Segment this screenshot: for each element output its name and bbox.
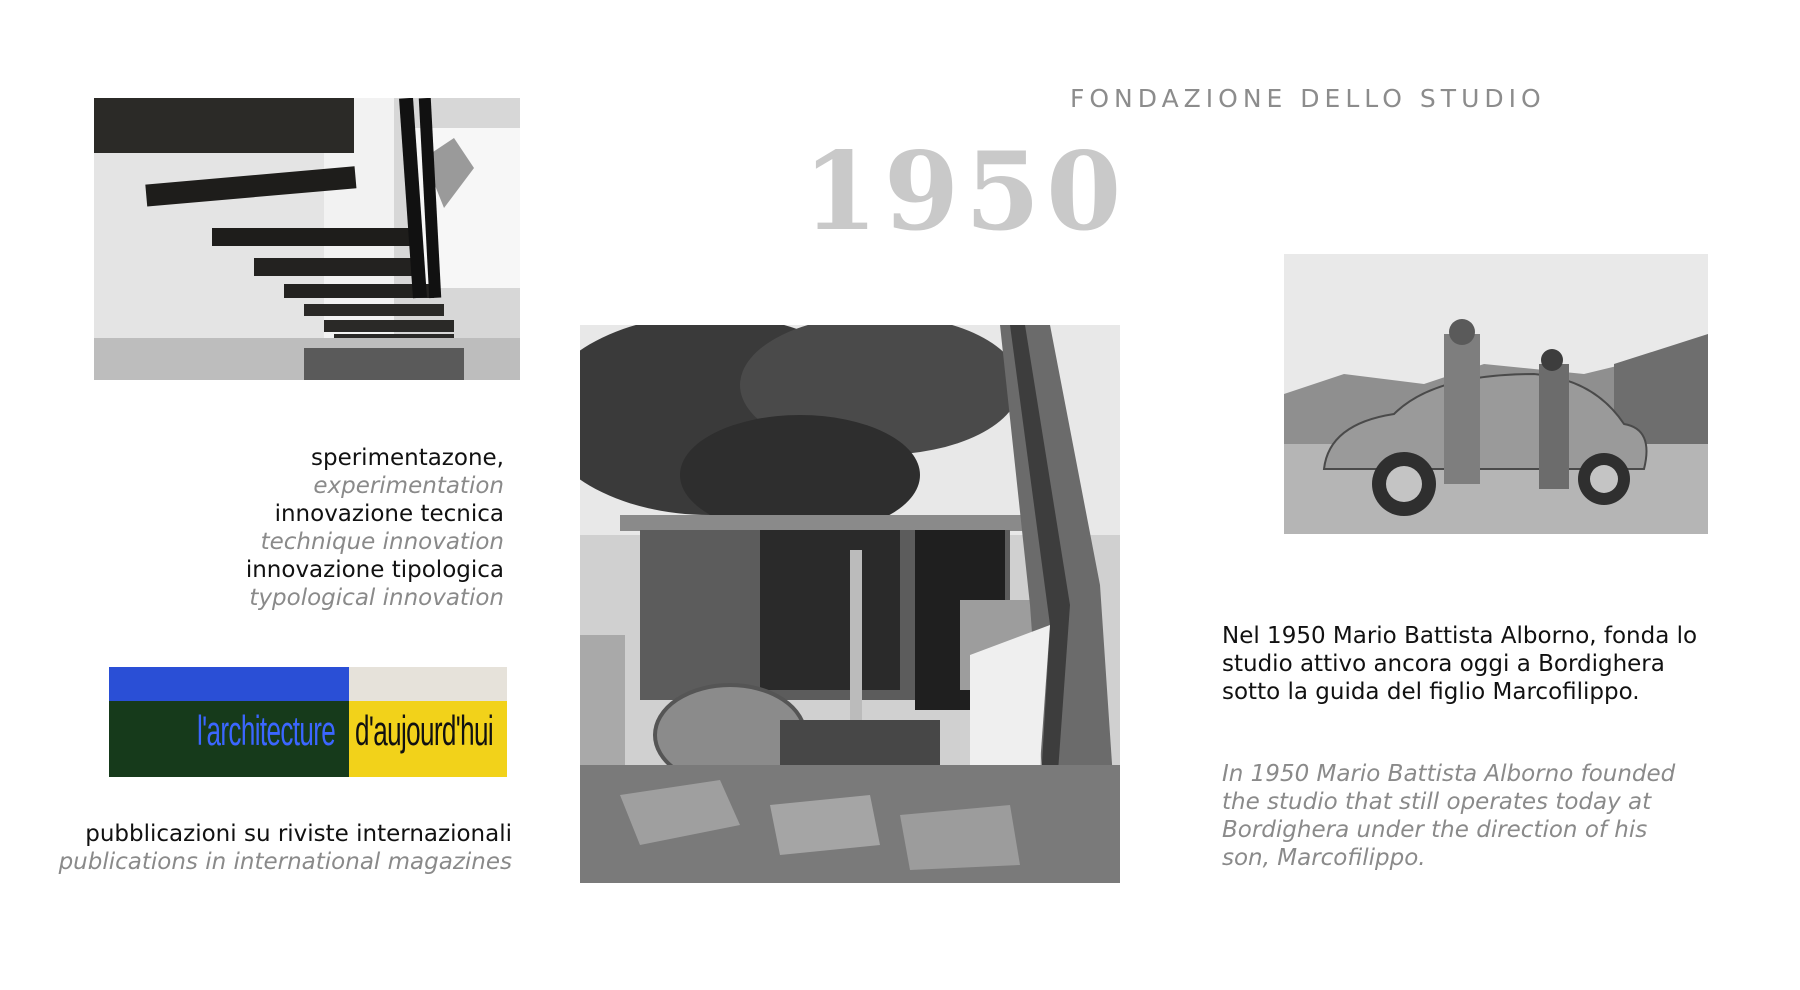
magazine-title-part2: d'aujourd'hui bbox=[355, 707, 493, 754]
year-heading: 1950 bbox=[802, 129, 1128, 255]
publications-caption bbox=[59, 820, 512, 876]
keyword-en: experimentation bbox=[313, 473, 504, 499]
publications-it: pubblicazioni su riviste internazionali bbox=[85, 821, 512, 847]
magazine-band-blue bbox=[109, 667, 349, 701]
magazine-cover bbox=[109, 667, 507, 777]
description-italian: Nel 1950 Mario Battista Alborno, fonda lo studio attivo ancora oggi a Bordighera sotto la guida del figlio Marcofilippo. bbox=[1222, 623, 1698, 705]
pavilion-terrace-photo bbox=[580, 325, 1120, 883]
keyword-it: innovazione tipologica bbox=[245, 557, 504, 583]
magazine-title-part1: l'architecture bbox=[197, 707, 336, 754]
keyword-it: sperimentazone, bbox=[310, 445, 504, 471]
description-english: In 1950 Mario Battista Alborno founded the studio that still operates today at Bordighera under the direction of his son, Marcofilippo. bbox=[1222, 761, 1676, 871]
keyword-en: typological innovation bbox=[249, 585, 504, 611]
section-title: FONDAZIONE DELLO STUDIO bbox=[1070, 84, 1546, 113]
keyword-en: technique innovation bbox=[260, 529, 504, 555]
magazine-band-light bbox=[349, 667, 507, 701]
floating-stairs-photo bbox=[94, 98, 520, 380]
keywords-list bbox=[246, 444, 504, 612]
publications-en: publications in international magazines bbox=[58, 849, 512, 875]
keyword-it: innovazione tecnica bbox=[274, 501, 504, 527]
founders-car-photo bbox=[1284, 254, 1708, 534]
